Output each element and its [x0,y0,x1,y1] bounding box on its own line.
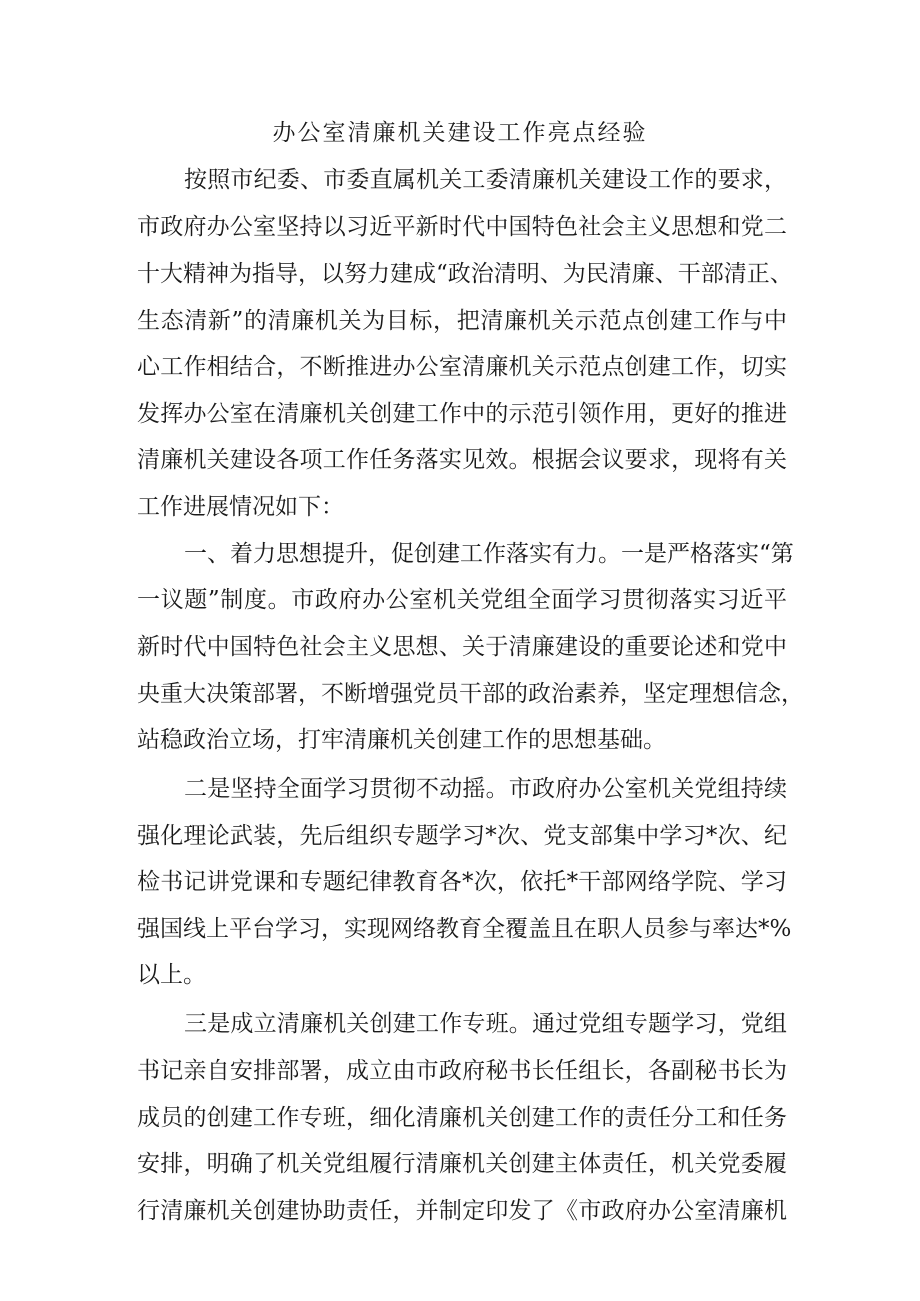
paragraph-line: 市政府办公室坚持以习近平新时代中国特色社会主义思想和党二 [137,214,787,240]
paragraph-line: 一、着力思想提升，促创建工作落实有力。一是严格落实“第 [184,541,794,567]
paragraph-line: 以上。 [137,962,206,988]
paragraph-line: 工作进展情况如下： [137,494,344,520]
paragraph-line: 十大精神为指导，以努力建成“政治清明、为民清廉、干部清正、 [137,261,793,287]
paragraph-line: 书记亲自安排部署，成立由市政府秘书长任组长，各副秘书长为 [137,1058,787,1084]
paragraph-line: 一议题”制度。市政府办公室机关党组全面学习贯彻落实习近平 [137,587,787,613]
paragraph-line: 二是坚持全面学习贯彻不动摇。市政府办公室机关党组持续 [184,776,787,802]
paragraph-line: 央重大决策部署，不断增强党员干部的政治素养，坚定理想信念， [137,681,804,707]
paragraph-line: 发挥办公室在清廉机关创建工作中的示范引领作用，更好的推进 [137,401,787,427]
paragraph-line: 按照市纪委、市委直属机关工委清廉机关建设工作的要求， [184,167,787,193]
paragraph-line: 成员的创建工作专班，细化清廉机关创建工作的责任分工和任务 [137,1105,787,1131]
paragraph-line: 强国线上平台学习，实现网络教育全覆盖且在职人员参与率达*% [137,916,792,942]
paragraph-line: 安排，明确了机关党组履行清廉机关创建主体责任，机关党委履 [137,1151,787,1177]
paragraph-line: 三是成立清廉机关创建工作专班。通过党组专题学习，党组 [184,1011,787,1037]
paragraph-line: 检书记讲党课和专题纪律教育各*次，依托*干部网络学院、学习 [137,869,787,895]
paragraph-line: 心工作相结合，不断推进办公室清廉机关示范点创建工作，切实 [137,354,787,380]
paragraph-line: 生态清新”的清廉机关为目标，把清廉机关示范点创建工作与中 [137,308,787,334]
paragraph-line: 站稳政治立场，打牢清廉机关创建工作的思想基础。 [137,727,666,753]
paragraph-line: 强化理论武装，先后组织专题学习*次、党支部集中学习*次、纪 [137,823,787,849]
paragraph-line: 行清廉机关创建协助责任，并制定印发了《市政府办公室清廉机 [137,1198,787,1224]
paragraph-line: 清廉机关建设各项工作任务落实见效。根据会议要求，现将有关 [137,447,787,473]
document-title: 办公室清廉机关建设工作亮点经验 [272,120,648,146]
paragraph-line: 新时代中国特色社会主义思想、关于清廉建设的重要论述和党中 [137,634,787,660]
